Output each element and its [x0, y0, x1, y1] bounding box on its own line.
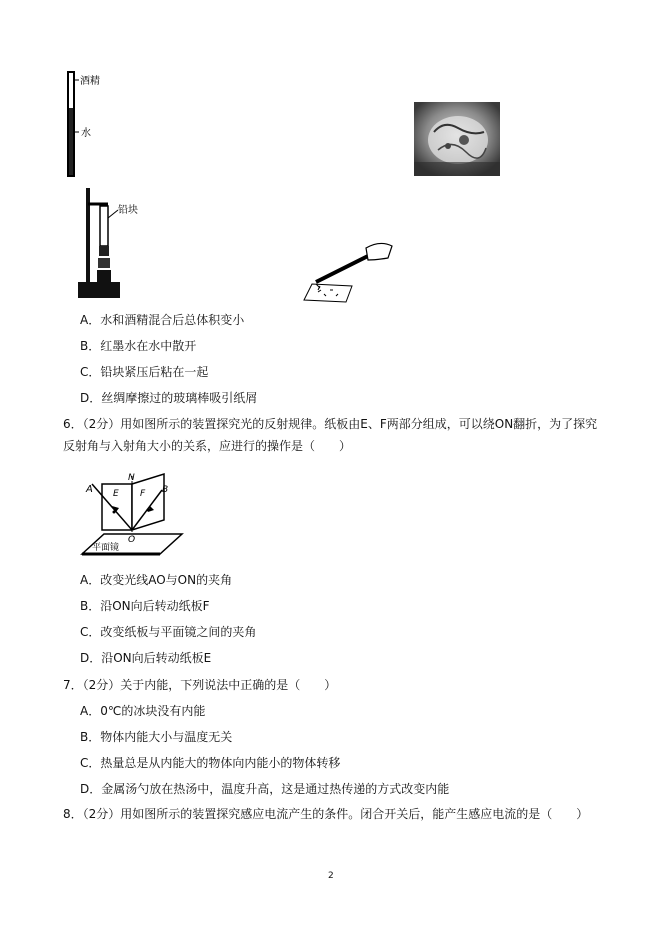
q6-option-c: C．改变纸板与平面镜之间的夹角	[80, 625, 257, 639]
q7-option-b: B．物体内能大小与温度无关	[80, 730, 233, 744]
q8-stem: 8．（2分）用如图所示的装置探究感应电流产生的条件。闭合开关后，能产生感应电流的是（ ）	[63, 807, 589, 821]
q7-option-c: C．热量总是从内能大的物体向内能小的物体转移	[80, 756, 341, 770]
ink-photo-drawing	[414, 102, 500, 176]
glass-rod-drawing	[296, 230, 396, 304]
lead-label: 铅块	[118, 205, 138, 216]
fig-label-a: A	[86, 484, 93, 495]
q5-option-a: A．水和酒精混合后总体积变小	[80, 313, 245, 327]
q5-option-c: C．铅块紧压后粘在一起	[80, 365, 209, 379]
tube-drawing	[60, 68, 110, 180]
fig-label-b: B	[162, 485, 169, 495]
tube-figure	[60, 68, 110, 180]
q6-option-d: D．沿ON向后转动纸板E	[80, 651, 212, 665]
q6-option-b: B．沿ON向后转动纸板F	[80, 599, 210, 613]
mirror-label: 平面镜	[92, 543, 120, 553]
q7-stem: 7．（2分）关于内能，下列说法中正确的是（ ）	[63, 678, 337, 692]
lead-stand-drawing	[74, 186, 154, 302]
glass-rod-figure	[296, 230, 396, 304]
page-number: 2	[328, 871, 334, 881]
ink-photo	[414, 102, 500, 176]
q6-option-a: A．改变光线AO与ON的夹角	[80, 573, 233, 587]
q5-option-d: D．丝绸摩擦过的玻璃棒吸引纸屑	[80, 391, 258, 405]
fig-label-o: O	[128, 535, 136, 545]
fig-label-e: E	[113, 489, 119, 499]
fig-label-n: N	[128, 473, 135, 483]
q6-stem: 6．（2分）用如图所示的装置探究光的反射规律。纸板由E、F两部分组成，可以绕ON翻折，为了探究反射角与入射角大小的关系，应进行的操作是（ ）	[63, 417, 598, 453]
reflection-figure	[78, 470, 188, 558]
reflection-drawing	[78, 470, 188, 558]
lead-stand-figure	[74, 186, 154, 302]
fig-label-f: F	[140, 489, 146, 499]
q5-option-b: B．红墨水在水中散开	[80, 339, 197, 353]
alcohol-label: 酒精	[80, 76, 100, 87]
q7-option-d: D．金属汤勺放在热汤中，温度升高，这是通过热传递的方式改变内能	[80, 782, 450, 796]
water-label: 水	[81, 128, 91, 139]
q7-option-a: A．0℃的冰块没有内能	[80, 704, 206, 718]
